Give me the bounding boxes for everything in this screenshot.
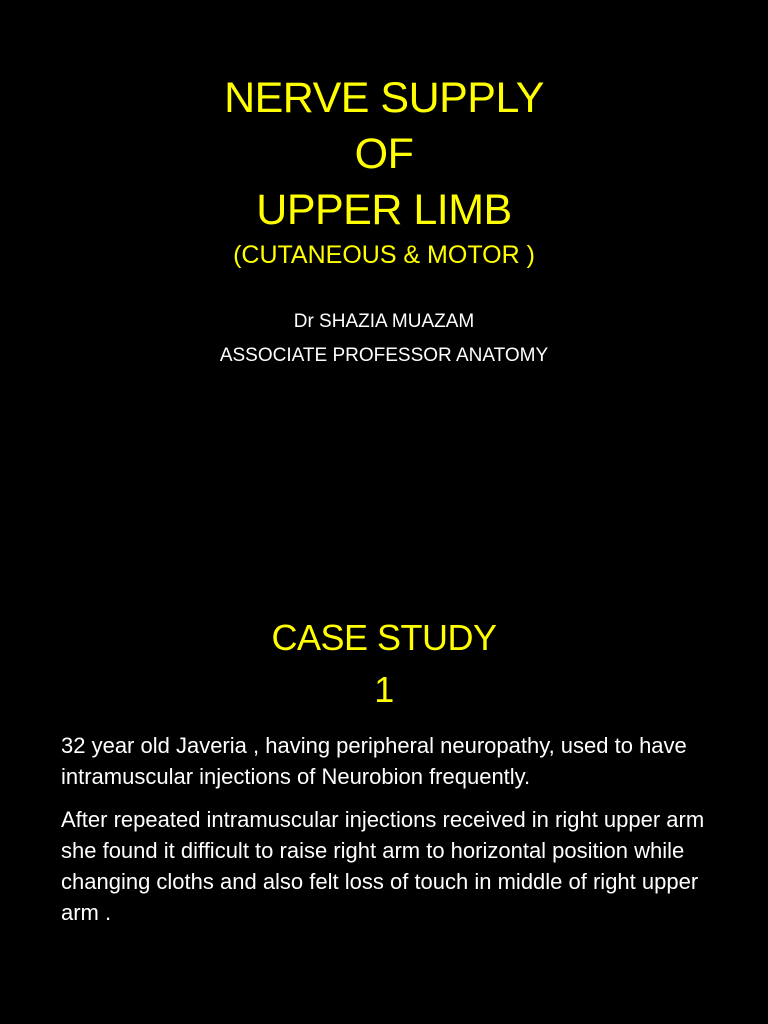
case-paragraph-1: 32 year old Javeria , having peripheral neuropathy, used to have intramuscular injections of Neurobion frequently. [61,733,687,789]
author-block [0,305,768,373]
slide-case-study [0,512,768,1024]
case-title-line-2: 1 [374,669,394,710]
title-block [0,70,768,272]
title-line-2: OF [354,130,414,178]
title-line-3: UPPER LIMB [256,186,512,234]
title-line-1: NERVE SUPPLY [224,74,544,122]
author-name: Dr SHAZIA MUAZAM [293,311,475,332]
author-title: ASSOCIATE PROFESSOR ANATOMY [219,345,549,366]
case-study-title [0,612,768,716]
case-title-line-1: CASE STUDY [271,617,497,658]
case-study-body [61,730,711,940]
case-paragraph-2: After repeated intramuscular injections received in right upper arm she found it difficult to raise right arm to horizontal position while changing cloths and also felt loss of touch in middle of right upper arm . [61,807,705,925]
subtitle: (CUTANEOUS & MOTOR ) [233,241,535,269]
